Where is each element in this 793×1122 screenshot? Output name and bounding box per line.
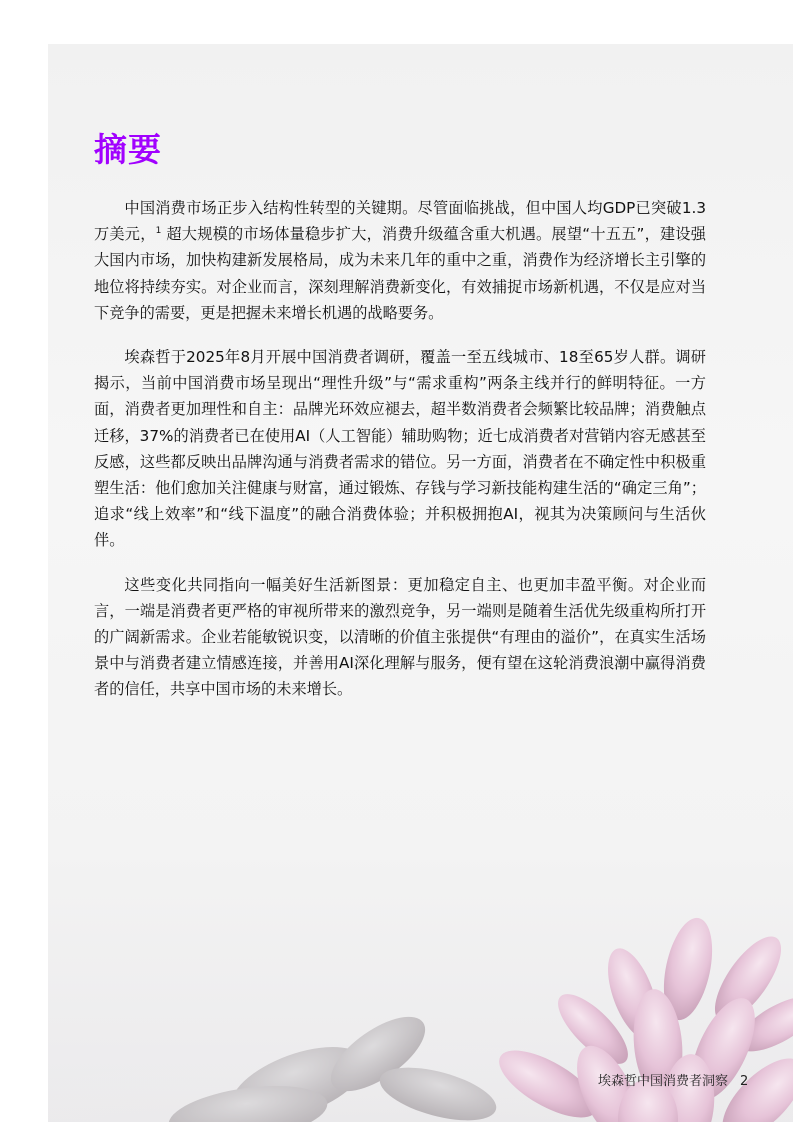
- summary-body: [94, 195, 706, 721]
- footnote-marker[interactable]: 1: [155, 226, 162, 237]
- page-title: 摘要: [94, 130, 162, 169]
- publication-name: 埃森哲中国消费者洞察: [598, 1074, 729, 1089]
- document-page: [48, 44, 793, 1122]
- paragraph: 这些变化共同指向一幅美好生活新图景：更加稳定自主、也更加丰盈平衡。对企业而言，一端是消费者更严格的审视所带来的激烈竞争，另一端则是随着生活优先级重构所打开的广阔新需求。企业若能敏锐识变，以清晰的价值主张提供“有理由的溢价”，在真实生活场景中与消费者建立情感连接，并善用AI深化理解与服务，便有望在这轮消费浪潮中赢得消费者的信任，共享中国市场的未来增长。: [94, 575, 706, 699]
- page-number: 2: [740, 1074, 749, 1089]
- paragraph-text: 超大规模的市场体量稳步扩大，消费升级蕴含重大机遇。展望“十五五”，建设强大国内市场，加快构建新发展格局，成为未来几年的重中之重，消费作为经济增长主引擎的地位将持续夯实。对企业而言，深刻理解消费新变化，有效捕捉市场新机遇，不仅是应对当下竞争的需要，更是把握未来增长机遇的战略要务。: [94, 225, 706, 322]
- paragraph: 埃森哲于2025年8月开展中国消费者调研，覆盖一至五线城市、18至65岁人群。调研揭示，当前中国消费市场呈现出“理性升级”与“需求重构”两条主线并行的鲜明特征。一方面，消费者更加理性和自主：品牌光环效应褪去，超半数消费者会频繁比较品牌；消费触点迁移，37%的消费者已在使用AI（人工智能）辅助购物；近七成消费者对营销内容无感甚至反感，这些都反映出品牌沟通与消费者需求的错位。另一方面，消费者在不确定性中积极重塑生活：他们愈加关注健康与财富，通过锻炼、存钱与学习新技能构建生活的“确定三角”；追求“线上效率”和“线下温度”的融合消费体验；并积极拥抱AI，视其为决策顾问与生活伙伴。: [94, 348, 706, 550]
- page-footer: [598, 1070, 748, 1089]
- paragraph: [94, 195, 706, 326]
- paragraph-text: 中国消费市场正步入结构性转型的关键期。尽管面临挑战，但中国人均GDP已突破1.3万美元，: [94, 199, 706, 244]
